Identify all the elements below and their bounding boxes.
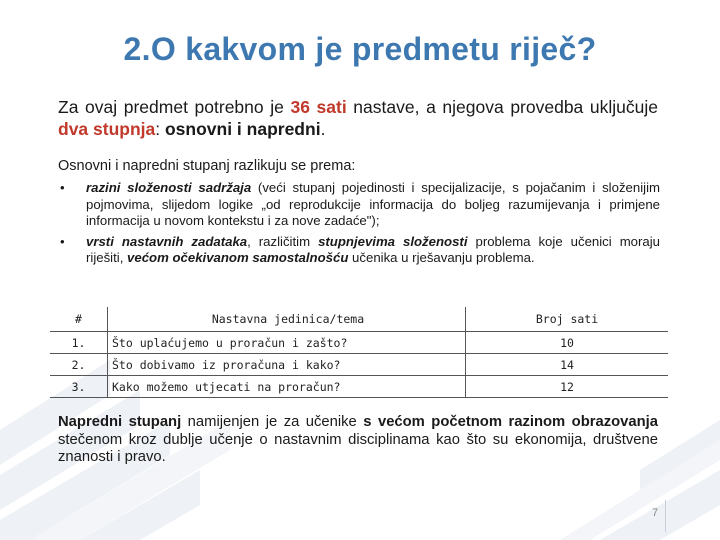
slide-title <box>0 30 720 68</box>
row-unit: Što dobivamo iz proračuna i kako? <box>108 354 466 376</box>
bullet-emphasis: većom očekivanom samostalnošću <box>127 250 349 266</box>
row-hours: 12 <box>466 376 669 398</box>
table-row <box>50 376 668 398</box>
outro-emphasis: Napredni stupanj <box>58 414 182 430</box>
table-header-row <box>50 307 668 332</box>
table-row <box>50 332 668 354</box>
intro-text: nastave, a njegova provedba uključuje <box>346 97 658 117</box>
title-text: O kakvom je predmetu riječ? <box>150 31 597 67</box>
title-number: 2. <box>123 31 151 67</box>
header-number: # <box>50 307 108 332</box>
bullet-text: (veći stupanj pojedinosti i specijalizacije, s pojačanim i složenijim pojmovima, slijedom logike „od reprodukcije informacija do boljeg razumijevanja i primjene informacija u novom kontekstu i za nove zadaće"); <box>86 180 660 229</box>
two-levels-highlight: dva stupnja <box>58 119 156 139</box>
bullet-dot: • <box>60 180 65 195</box>
outro-text: stečenom kroz dublje učenje o nastavnim disciplinama kao što su ekonomija, društvene znanosti i pravo. <box>58 431 658 465</box>
bullet-text: učenika u rješavanju problema. <box>348 250 535 266</box>
bullet-text: problema koje učenici moraju riješiti, <box>86 233 660 266</box>
intro-text: Za ovaj predmet potrebno je <box>58 97 291 117</box>
intro-text: : <box>155 119 165 139</box>
row-hours: 14 <box>466 354 669 376</box>
intro-text: . <box>320 119 326 139</box>
bullet-item <box>58 180 660 230</box>
bullet-list <box>58 180 660 271</box>
page-number: 7 <box>652 507 659 519</box>
bullet-emphasis: razini složenosti sadržaja <box>86 180 252 195</box>
outro-paragraph <box>58 414 658 467</box>
header-hours: Broj sati <box>466 307 669 332</box>
units-table <box>50 307 668 398</box>
header-unit: Nastavna jedinica/tema <box>108 307 466 332</box>
bullet-dot: • <box>60 233 65 249</box>
table-row <box>50 354 668 376</box>
bullet-item <box>58 234 660 267</box>
row-number: 1. <box>50 332 108 354</box>
row-unit: Kako možemo utjecati na proračun? <box>108 376 466 398</box>
levels-highlight: osnovni i napredni <box>164 119 321 139</box>
outro-text: namijenjen je za učenike <box>181 414 364 430</box>
intro-paragraph <box>58 96 658 140</box>
outro-emphasis: s većom početnom razinom obrazovanja <box>363 414 659 430</box>
row-hours: 10 <box>466 332 669 354</box>
bullet-text: , različitim <box>247 233 319 249</box>
hours-highlight: 36 sati <box>290 97 347 117</box>
page-divider <box>665 500 666 532</box>
bullet-emphasis: stupnjevima složenosti <box>318 233 468 249</box>
row-number: 2. <box>50 354 108 376</box>
row-unit: Što uplaćujemo u proračun i zašto? <box>108 332 466 354</box>
bullet-emphasis: vrsti nastavnih zadataka <box>86 233 248 249</box>
row-number: 3. <box>50 376 108 398</box>
levels-lead: Osnovni i napredni stupanj razlikuju se prema: <box>58 158 356 174</box>
